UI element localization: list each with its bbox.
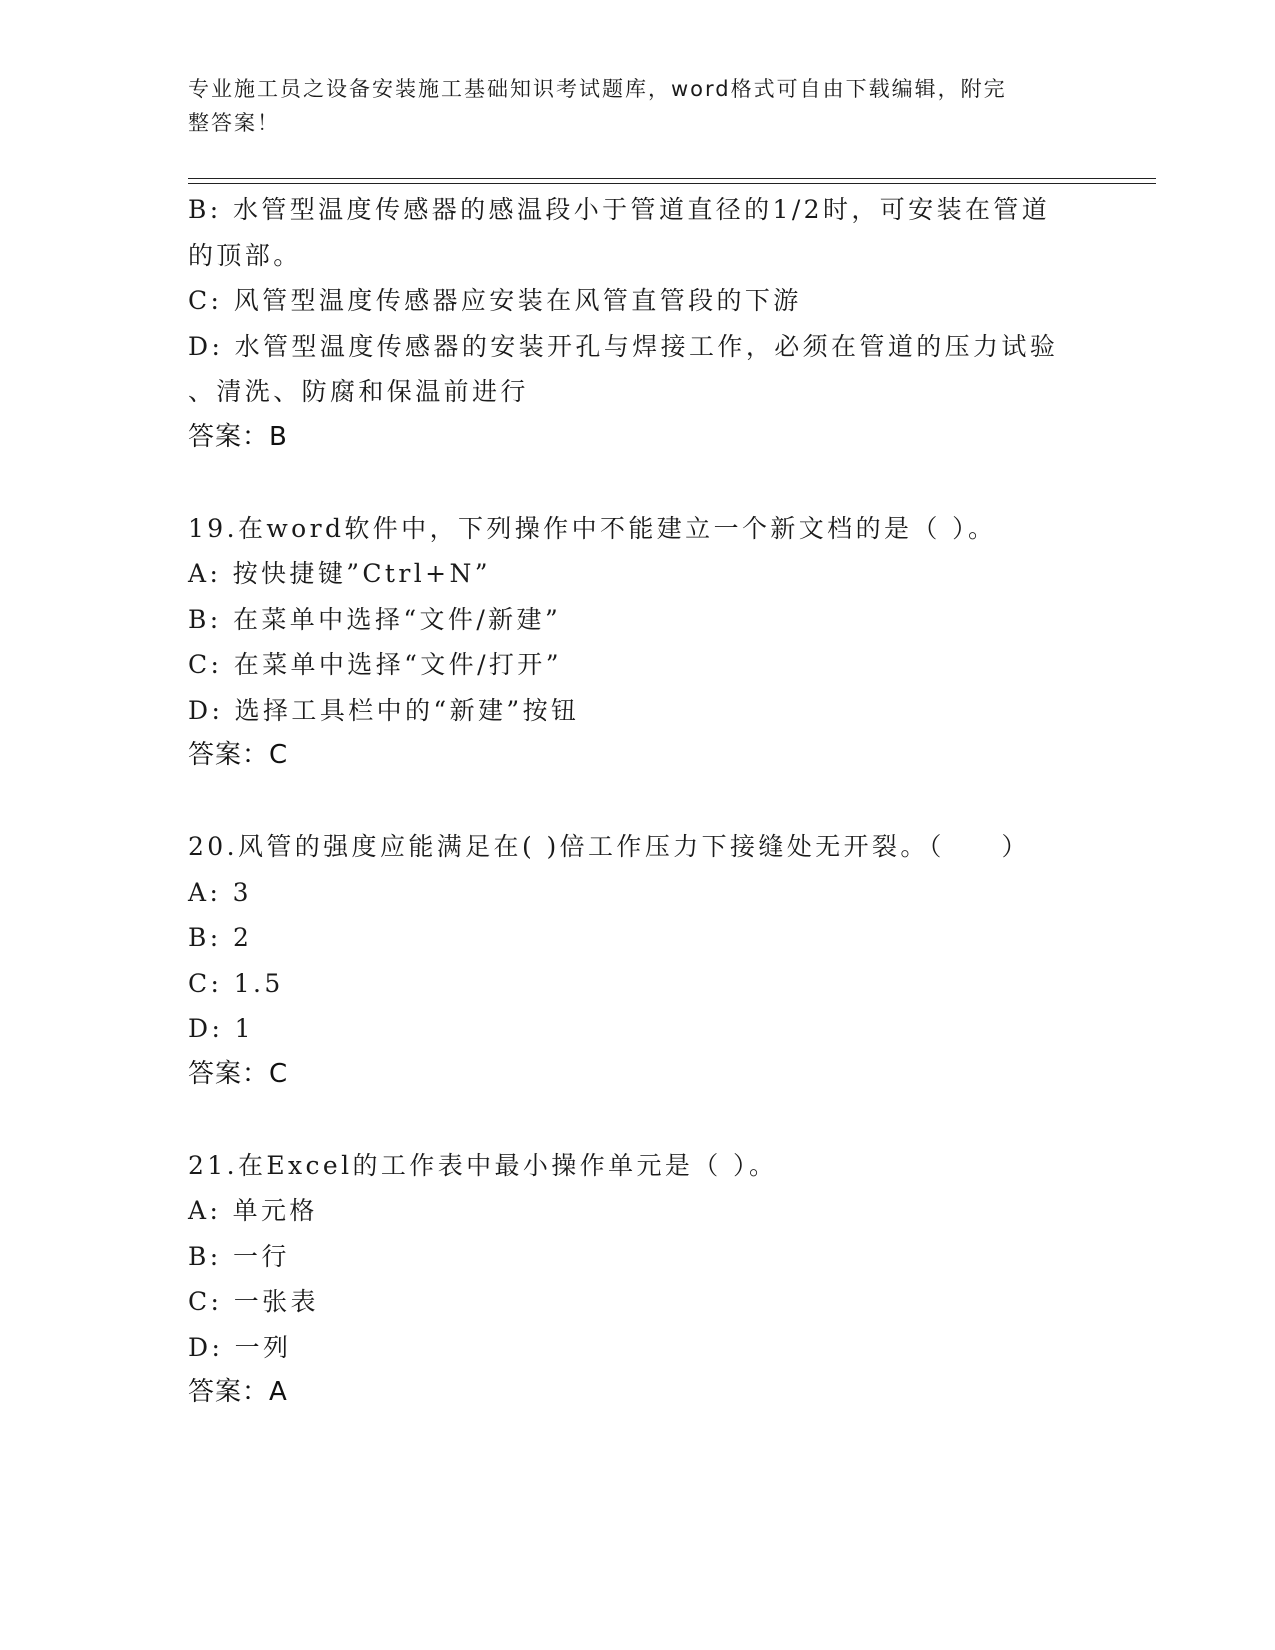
option-d: D: 选择工具栏中的“新建”按钮 [188, 695, 580, 725]
option-c: C: 一张表 [188, 1287, 319, 1316]
option-d-line-2: 、清洗、防腐和保温前进行 [188, 377, 529, 406]
question-18-continued [188, 187, 1088, 460]
option-a: A: 3 [188, 877, 252, 907]
question-19 [188, 506, 1088, 779]
option-d-line-1: D: 水管型温度传感器的安装开孔与焊接工作，必须在管道的压力试验 [188, 331, 1059, 361]
spacer [188, 460, 1088, 506]
option-b-line-1: B: 水管型温度传感器的感温段小于管道直径的1/2时，可安装在管道 [188, 195, 1051, 224]
header-divider-top [188, 178, 1156, 179]
option-c: C: 风管型温度传感器应安装在风管直管段的下游 [188, 286, 802, 315]
option-b: B: 2 [188, 923, 253, 952]
option-b: B: 在菜单中选择“文件/新建” [188, 604, 562, 634]
option-a: A: 按快捷键”Ctrl+N” [188, 559, 491, 588]
question-stem: 20.风管的强度应能满足在( )倍工作压力下接缝处无开裂。（ ） [188, 832, 1030, 861]
question-stem: 19.在word软件中，下列操作中不能建立一个新文档的是（ ）。 [188, 513, 997, 543]
spacer [188, 779, 1088, 825]
answer-18: 答案：B [188, 421, 288, 452]
spacer [188, 1097, 1088, 1143]
option-d: D: 1 [188, 1014, 254, 1043]
question-21 [188, 1143, 1088, 1416]
document-header [188, 72, 1068, 140]
option-c: C: 在菜单中选择“文件/打开” [188, 650, 562, 679]
option-d: D: 一列 [188, 1332, 292, 1362]
header-line-1: 专业施工员之设备安装施工基础知识考试题库，word格式可自由下载编辑，附完 [188, 77, 1007, 101]
option-a: A: 单元格 [188, 1196, 318, 1225]
question-20 [188, 824, 1088, 1097]
header-divider-bottom [188, 183, 1156, 184]
option-b-line-2: 的顶部。 [188, 240, 302, 270]
answer-19: 答案：C [188, 740, 289, 770]
header-line-2: 整答案！ [188, 111, 280, 135]
answer-21: 答案：A [188, 1377, 288, 1407]
option-c: C: 1.5 [188, 968, 284, 998]
question-stem: 21.在Excel的工作表中最小操作单元是（ ）。 [188, 1150, 778, 1180]
answer-20: 答案：C [188, 1058, 289, 1089]
document-body [188, 187, 1088, 1416]
option-b: B: 一行 [188, 1241, 290, 1271]
